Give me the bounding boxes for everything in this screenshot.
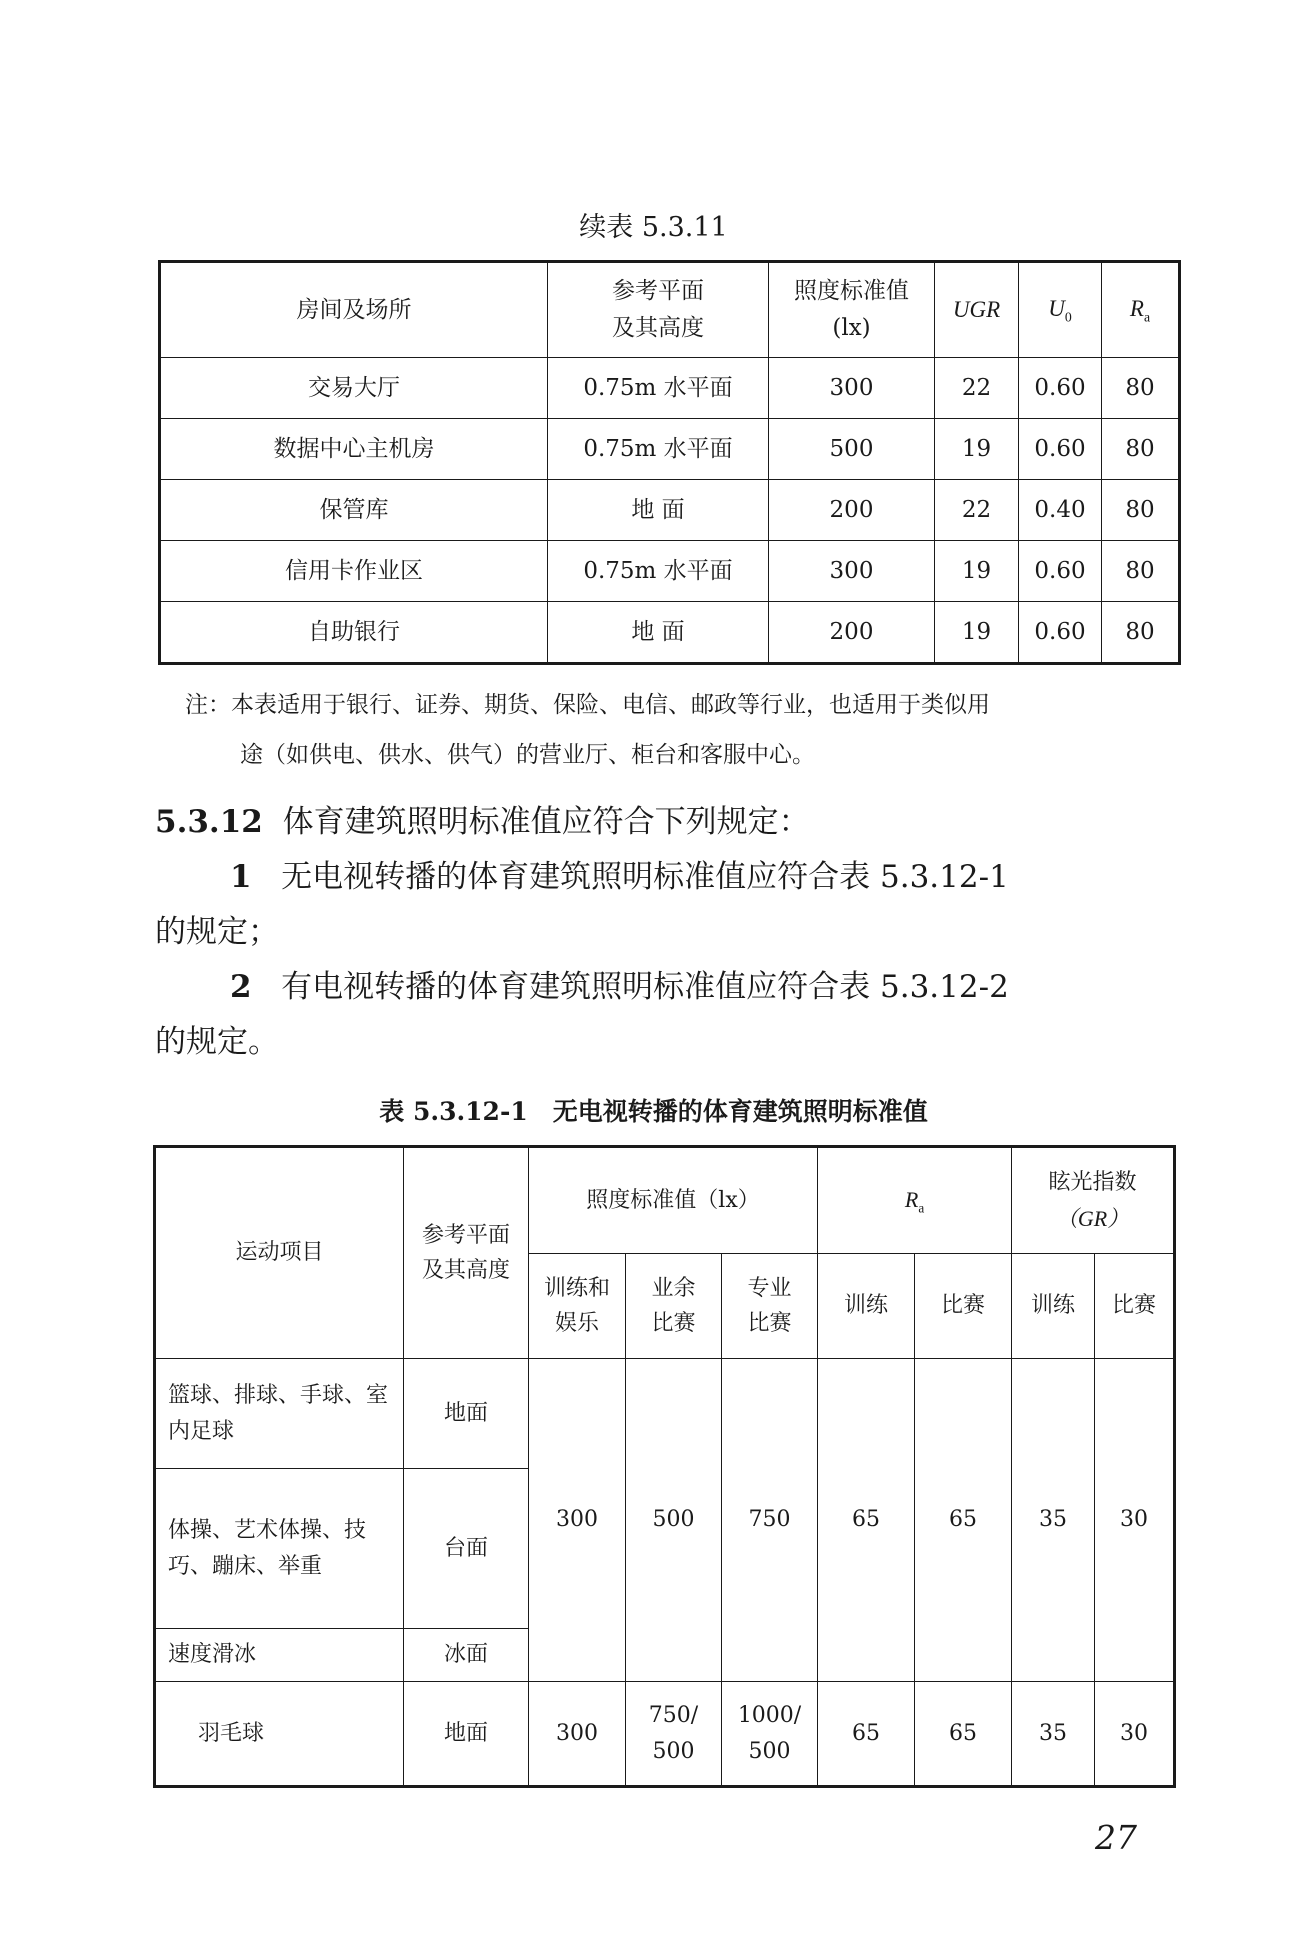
header-ugr: UGR: [935, 262, 1019, 358]
cell-sport: 体操、艺术体操、技巧、蹦床、举重: [155, 1469, 404, 1629]
cell-lux-pro-l2: 500: [748, 1738, 791, 1764]
item-1-text: 无电视转播的体育建筑照明标准值应符合表 5.3.12-1: [281, 859, 1009, 895]
header-ref-plane: [404, 1147, 529, 1359]
sports-lighting-table-5-3-12-1: [153, 1145, 1176, 1788]
cell-plane: 地 面: [548, 480, 769, 541]
cell-ra-match: 65: [915, 1359, 1012, 1682]
header-ref-plane-l2: 及其高度: [612, 315, 704, 341]
header-gr-l2: （GR）: [1055, 1205, 1130, 1231]
page-number: 27: [1095, 1818, 1137, 1857]
header-lux-l2: (lx): [832, 315, 871, 341]
section-title: 体育建筑照明标准值应符合下列规定：: [282, 804, 810, 840]
cell-ra: 80: [1102, 419, 1180, 480]
header-lux-train-l1: 训练和: [543, 1275, 610, 1301]
cell-ugr: 22: [935, 358, 1019, 419]
clause-item-1: [155, 851, 1190, 896]
header-ra-train: 训练: [818, 1254, 915, 1359]
cell-plane: 0.75m 水平面: [548, 358, 769, 419]
header-ra-match: 比赛: [915, 1254, 1012, 1359]
header-lux-pro: [722, 1254, 818, 1359]
cell-gr-train: 35: [1012, 1682, 1095, 1787]
header-lux-amateur-l2: 比赛: [651, 1311, 696, 1336]
cell-lux: 300: [769, 358, 935, 419]
cell-lux-train: 300: [529, 1359, 626, 1682]
cell-ra: 80: [1102, 602, 1180, 664]
header-lux: [769, 262, 935, 358]
cell-lux: 300: [769, 541, 935, 602]
cell-plane: 冰面: [404, 1629, 529, 1682]
lighting-table-5-3-11: [158, 260, 1181, 665]
cell-ra: 80: [1102, 541, 1180, 602]
cell-sport: 速度滑冰: [155, 1629, 404, 1682]
item-2-continuation: 的规定。: [155, 1024, 279, 1060]
header-gr-group: [1012, 1147, 1175, 1254]
cell-sport: 羽毛球: [155, 1682, 404, 1787]
table-row: [160, 358, 1180, 419]
cell-lux-pro: [722, 1682, 818, 1787]
cell-gr-train: 35: [1012, 1359, 1095, 1682]
section-number: 5.3.12: [155, 804, 263, 840]
header-gr-match: 比赛: [1095, 1254, 1175, 1359]
header-ra-sub: a: [918, 1200, 925, 1216]
cell-lux: 200: [769, 602, 935, 664]
cell-lux-pro: 750: [722, 1359, 818, 1682]
cell-room: 交易大厅: [160, 358, 548, 419]
cell-lux: 500: [769, 419, 935, 480]
cell-plane: 地面: [404, 1359, 529, 1469]
cell-ugr: 19: [935, 419, 1019, 480]
header-u0-sub: 0: [1064, 309, 1072, 325]
cell-lux-amateur-l2: 500: [652, 1738, 695, 1764]
cell-plane: 地 面: [548, 602, 769, 664]
cell-room: 数据中心主机房: [160, 419, 548, 480]
table-row: [155, 1682, 1175, 1787]
cell-ugr: 19: [935, 541, 1019, 602]
table-row: [160, 541, 1180, 602]
cell-lux-train: 300: [529, 1682, 626, 1787]
header-ra-group: [818, 1147, 1012, 1254]
cell-ugr: 22: [935, 480, 1019, 541]
header-lux-amateur-l1: 业余: [651, 1275, 696, 1301]
table-row: [155, 1359, 1175, 1469]
cell-lux: 200: [769, 480, 935, 541]
cell-lux-amateur: [626, 1682, 722, 1787]
cell-ra-train: 65: [818, 1682, 915, 1787]
clause-item-2: [155, 961, 1190, 1006]
header-ref-plane-l2: 及其高度: [421, 1258, 510, 1283]
table-note: [185, 680, 1185, 780]
header-lux-train: [529, 1254, 626, 1359]
cell-room: 自助银行: [160, 602, 548, 664]
table-row: [160, 602, 1180, 664]
cell-ra: 80: [1102, 480, 1180, 541]
header-lux-amateur: [626, 1254, 722, 1359]
header-lux-train-l2: 娱乐: [554, 1311, 599, 1336]
cell-plane: 地面: [404, 1682, 529, 1787]
header-ra-main: R: [904, 1187, 919, 1213]
cell-lux-amateur: 500: [626, 1359, 722, 1682]
header-lux-pro-l2: 比赛: [747, 1311, 792, 1336]
cell-gr-match: 30: [1095, 1359, 1175, 1682]
cell-ugr: 19: [935, 602, 1019, 664]
table-header-row: [160, 262, 1180, 358]
cell-u0: 0.40: [1019, 480, 1102, 541]
cell-u0: 0.60: [1019, 358, 1102, 419]
item-1-number: 1: [230, 859, 252, 895]
cell-lux-amateur-l1: 750/: [648, 1703, 699, 1729]
cell-u0: 0.60: [1019, 602, 1102, 664]
cell-room: 信用卡作业区: [160, 541, 548, 602]
header-lux-l1: 照度标准值: [794, 278, 909, 305]
header-gr-train: 训练: [1012, 1254, 1095, 1359]
header-ra-main: R: [1129, 296, 1144, 322]
table-header-row: [155, 1147, 1175, 1254]
header-lux-pro-l1: 专业: [747, 1275, 792, 1301]
item-1-continuation: 的规定；: [155, 914, 279, 950]
table-row: [160, 480, 1180, 541]
cell-sport: 篮球、排球、手球、室内足球: [155, 1359, 404, 1469]
note-line-1: 注：本表适用于银行、证券、期货、保险、电信、邮政等行业，也适用于类似用: [185, 692, 990, 718]
header-u0-main: U: [1048, 296, 1065, 322]
cell-lux-pro-l1: 1000/: [737, 1703, 802, 1729]
cell-ra-match: 65: [915, 1682, 1012, 1787]
cell-plane: 台面: [404, 1469, 529, 1629]
cell-plane: 0.75m 水平面: [548, 419, 769, 480]
table-row: [160, 419, 1180, 480]
note-line-2: 途（如供电、供水、供气）的营业厅、柜台和客服中心。: [240, 742, 815, 768]
header-sport: 运动项目: [155, 1147, 404, 1359]
cell-room: 保管库: [160, 480, 548, 541]
item-2-text: 有电视转播的体育建筑照明标准值应符合表 5.3.12-2: [281, 969, 1009, 1005]
item-2-number: 2: [230, 969, 252, 1005]
cell-u0: 0.60: [1019, 419, 1102, 480]
cell-u0: 0.60: [1019, 541, 1102, 602]
table-caption: 表 5.3.12-1 无电视转播的体育建筑照明标准值: [379, 1097, 928, 1126]
header-gr-l1: 眩光指数: [1048, 1170, 1137, 1196]
header-room: 房间及场所: [160, 262, 548, 358]
section-heading: [155, 796, 1185, 841]
header-ref-plane: [548, 262, 769, 358]
header-ra-sub: a: [1143, 309, 1151, 325]
header-lux-group: 照度标准值（lx）: [529, 1147, 818, 1254]
header-ref-plane-l1: 参考平面: [612, 278, 704, 305]
header-u0: [1019, 262, 1102, 358]
table-caption-continued: 续表 5.3.11: [579, 212, 728, 243]
cell-ra-train: 65: [818, 1359, 915, 1682]
cell-gr-match: 30: [1095, 1682, 1175, 1787]
cell-plane: 0.75m 水平面: [548, 541, 769, 602]
header-ra: [1102, 262, 1180, 358]
cell-ra: 80: [1102, 358, 1180, 419]
header-ref-plane-l1: 参考平面: [421, 1222, 510, 1248]
